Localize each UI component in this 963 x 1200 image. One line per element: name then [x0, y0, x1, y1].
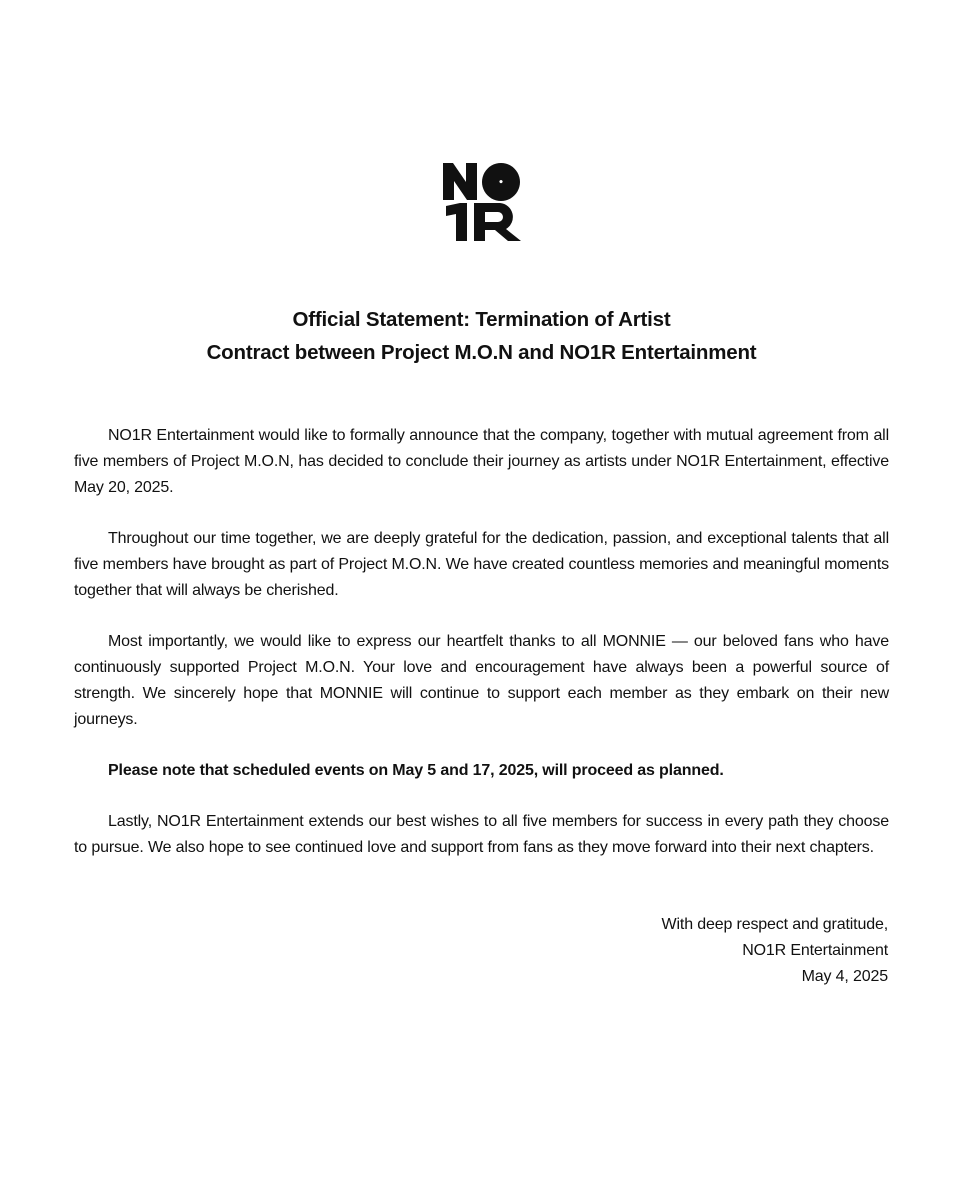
- paragraph-schedule-note: Please note that scheduled events on May 5 and 17, 2025, will proceed as planned.: [108, 762, 724, 779]
- paragraph-gratitude: Throughout our time together, we are deeply grateful for the dedication, passion, and exceptional talents that all five members have brought as part of Project M.O.N. We have created countless memories and meaningful moments together that will always be cherished.: [74, 530, 889, 599]
- signoff-closing: With deep respect and gratitude,: [661, 916, 888, 933]
- paragraph-announcement: NO1R Entertainment would like to formally announce that the company, together with mutual agreement from all five members of Project M.O.N, has decided to conclude their journey as artists under NO1R Entertainment, effective May 20, 2025.: [74, 427, 889, 496]
- title-line-1: Official Statement: Termination of Artist: [292, 308, 671, 331]
- no1r-logo: [442, 162, 522, 242]
- signoff: [662, 912, 888, 990]
- statement-body: [74, 423, 889, 886]
- paragraph-closing: Lastly, NO1R Entertainment extends our best wishes to all five members for success in every path they choose to pursue. We also hope to see continued love and support from fans as they move forward into their next chapters.: [74, 813, 889, 856]
- signoff-date: May 4, 2025: [801, 968, 888, 985]
- title-line-2: Contract between Project M.O.N and NO1R Entertainment: [206, 341, 757, 364]
- statement-title: [0, 303, 963, 369]
- signoff-company: NO1R Entertainment: [742, 942, 888, 959]
- paragraph-fans: Most importantly, we would like to express our heartfelt thanks to all MONNIE — our beloved fans who have continuously supported Project M.O.N. Your love and encouragement have always been a powerful source of strength. We sincerely hope that MONNIE will continue to support each member as they embark on their new journeys.: [74, 633, 889, 728]
